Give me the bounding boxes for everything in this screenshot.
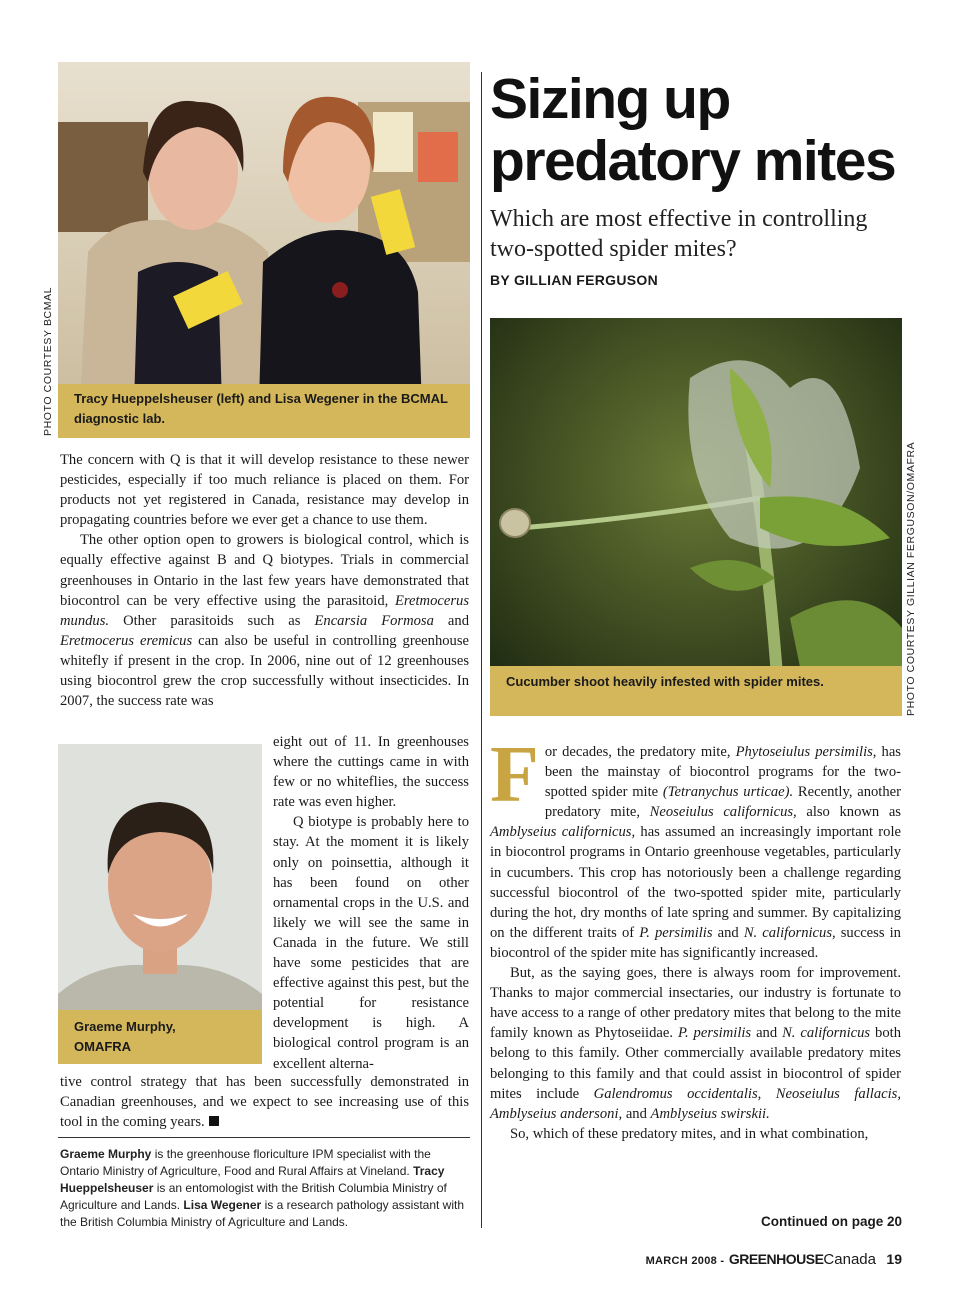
left-column-top <box>60 450 469 711</box>
author-bios: Graeme Murphy is the greenhouse floriculture IPM specialist with the Ontario Ministry of Agriculture, Food and Rural Affairs at Vineland. Tracy Hueppelsheuser is an entomologist with the British Columbia Ministry of Agriculture and Lands. Lisa Wegener is a research pathology assistant with the British Columbia Ministry of Agriculture and Lands. <box>60 1147 465 1229</box>
left-column-bottom <box>60 1072 469 1132</box>
article-deck: Which are most effective in controlling two-spotted spider mites? <box>490 206 868 262</box>
left-paragraph-3-end: tive control strategy that has been successfully demonstrated in Canadian greenhouses, and we expect to see increasing use of this tool in the coming years. <box>60 1074 469 1131</box>
lab-photo-credit: PHOTO COURTESY BCMAL <box>42 286 54 436</box>
drop-cap: F <box>490 731 539 819</box>
right-paragraph-2: But, as the saying goes, there is always room for improvement. Thanks to major commercial insectaries, our industry is fortunate to have access to a range of other predatory mites that belong to the mite family known as Phytoseiidae. P. persimilis and N. californicus both belong to this family. Other commercially available predatory mites belonging to this family and that could assist in biocontrol of spider mites include Galendromus occidentalis, Neoseiulus fallacis, Amblyseius andersoni, and Amblyseius swirskii. <box>490 965 901 1122</box>
footer-brand-light: Canada <box>823 1251 876 1268</box>
page-footer <box>646 1251 902 1269</box>
end-of-article-mark <box>209 1116 219 1126</box>
title-line-1: Sizing up <box>490 67 730 131</box>
lab-photo-caption <box>58 384 470 438</box>
lab-photo-illustration <box>58 62 470 438</box>
continued-on-page[interactable]: Continued on page 20 <box>760 1214 902 1229</box>
right-paragraph-3: So, which of these predatory mites, and in what combination, <box>510 1125 869 1142</box>
right-column <box>490 731 901 1144</box>
left-paragraph-2-continued: eight out of 11. In greenhouses where the cuttings came in with few or no whiteflies, the success rate was even higher. <box>273 734 469 811</box>
article-byline: BY GILLIAN FERGUSON <box>490 272 659 288</box>
title-line-2: predatory mites <box>490 129 896 193</box>
bio-name-3: Lisa Wegener <box>183 1198 262 1212</box>
portrait-caption-line-1: Graeme Murphy, <box>74 1019 176 1034</box>
left-column-wrap <box>273 732 469 1074</box>
portrait-caption <box>58 1010 262 1064</box>
footer-page-number: 19 <box>886 1251 902 1267</box>
cucumber-photo-caption <box>490 666 902 716</box>
cucumber-photo-illustration <box>490 318 902 716</box>
right-paragraph-1: For decades, the predatory mite, Phytoseiulus persimilis, has been the mainstay of biocontrol programs for the two-spotted spider mite (Tetranychus urticae). Recently, another predatory mite, Neoseiulus californicus, also known as Amblyseius californicus, has assumed an increasingly important role in biocontrol programs in Ontario greenhouse vegetables, particularly in cucumbers. This crop has notoriously been a challenge regarding successful biocontrol of the two-spotted spider mite, particularly during the hot, dry months of late spring and summer. By capitalizing on the different traits of P. persimilis and N. californicus, success in biocontrol of the spider mite has significantly increased. <box>490 731 901 961</box>
bio-name-1: Graeme Murphy <box>60 1147 152 1161</box>
left-paragraph-3: Q biotype is probably here to stay. At the moment it is likely only on poinsettia, although it has been found on other ornamental crops in the U.S. and likely we will see the same in Canada in the future. We still have some pesticides that are effective against this pest, but the potential for resistance development is high. A biological control program is an excellent alterna- <box>273 814 469 1072</box>
footer-brand-bold: GREENHOUSE <box>728 1251 824 1267</box>
column-rule <box>481 72 482 1228</box>
cucumber-photo-credit: PHOTO COURTESY GILLIAN FERGUSON/OMAFRA <box>905 441 917 716</box>
cucumber-photo <box>490 318 902 716</box>
left-paragraph-2: The other option open to growers is biological control, which is equally effective against B and Q biotypes. Trials in commercial greenhouses in Ontario in the last few years have demonstrated that biocontrol can be very effective using the parasitoid, Eretmocerus mundus. Other parasitoids such as Encarsia Formosa and Eretmocerus eremicus can also be useful in controlling greenhouse whitefly if present in the crop. In 2006, nine out of 12 greenhouses using biocontrol grew the crop successfully without insecticides. In 2007, the success rate was <box>60 532 469 710</box>
footer-date: MARCH 2008 - <box>645 1255 725 1267</box>
cucumber-photo-caption-text: Cucumber shoot heavily infested with spider mites. <box>506 674 824 689</box>
left-paragraph-1: The concern with Q is that it will develop resistance to these newer pesticides, especially if too much reliance is placed on them. For products not yet registered in Canada, resistance may develop in propagating countries before we ever get a chance to use them. <box>60 452 469 529</box>
portrait-caption-line-2: OMAFRA <box>74 1039 132 1054</box>
article-title <box>490 68 950 192</box>
lab-photo-caption-text: Tracy Hueppelsheuser (left) and Lisa Wegener in the BCMAL diagnostic lab. <box>74 391 448 426</box>
bio-name-2: Tracy Hueppelsheuser <box>60 1164 445 1195</box>
bio-rule <box>58 1137 470 1138</box>
lab-photo <box>58 62 470 438</box>
